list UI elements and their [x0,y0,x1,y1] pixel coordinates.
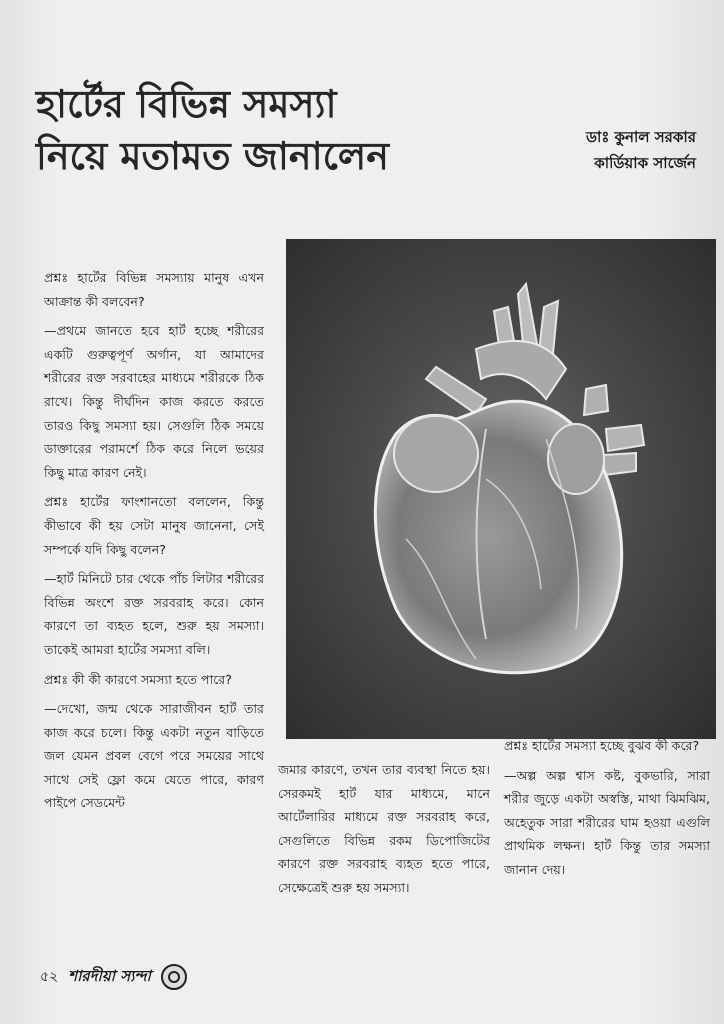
question-1: প্রশ্নঃ হার্টের বিভিন্ন সমস্যায় মানুষ এখন আক্রান্ত কী বলবেন? [44,270,264,309]
answer-3-part-2: জমার কারণে, তখন তার ব্যবস্থা নিতে হয়। সেরকমই হার্ট যার মাধ্যমে, মানে আর্টেলারির মাধ্যমে রক্ত সরবরাহ করে, সেগুলিতে বিভিন্ন রকম ডিপোজিটের কারণে রক্ত সরবরাহ ব্যহত হতে পারে, সেক্ষেত্রেই শুরু হয় সমস্যা। [278,762,490,895]
question-3: প্রশ্নঃ কী কী কারণে সমস্যা হতে পারে? [44,671,232,687]
magazine-name: শারদীয়া স্যন্দা [68,966,151,985]
answer-3-part-1: —দেখো, জন্ম থেকে সারাজীবন হার্ট তার কাজ করে চলে। কিন্তু একটা নতুন বাড়িতে জল যেমন প্রবল বেগে পরে সময়ের সাথে সাথে সেই ফ্লো কমে যেতে পারে, কারণ পাইপে সেডমেন্ট [44,701,264,811]
title-line-1: হার্টের বিভিন্ন সমস্যা [36,82,337,126]
heart-photo [286,239,716,739]
article-title [36,78,456,182]
page-footer [40,962,187,992]
author-role: কার্ডিয়াক সার্জেন [594,154,696,172]
title-line-2: নিয়ে মতামত জানালেন [36,134,389,178]
heart-illustration-icon [286,239,716,739]
page-number: ৫২ [40,969,59,985]
magazine-logo-icon [161,964,187,990]
answer-1: —প্রথমে জানতে হবে হার্ট হচ্ছে শরীরের একটি গুরুত্বপূর্ণ অর্গান, যা আমাদের শরীরের রক্ত সরবাহের মাধ্যমে শরীরকে ঠিক রাখে। কিন্তু দীর্ঘদিন কাজ করতে করতে তারও কিছু সমস্যা হয়। সেগুলি ঠিক সময়ে ডাক্তারের পরামর্শে ঠিক করে নিলে ভয়ের কিছু মাত্র কারণ নেই। [44,323,264,480]
article-column-3 [504,734,710,888]
answer-4: —অল্প অল্প শ্বাস কষ্ট, বুকভারি, সারা শরীর জুড়ে একটা অস্বস্তি, মাথা ঝিমঝিম, অহেতুক সারা শরীরের ঘাম হওয়া এগুলি প্রাথমিক লক্ষন। হার্ট কিন্তু তার সমস্যা জানান দেয়। [504,767,710,877]
author-byline [586,124,696,176]
answer-2: —হার্ট মিনিটে চার থেকে পাঁচ লিটার শরীরের বিভিন্ন অংশে রক্ত সরবরাহ করে। কোন কারণে তা ব্যহত হলে, শুরু হয় সমস্যা। তাকেই আমরা হার্টের সমস্যা বলি। [44,571,264,657]
author-name: ডাঃ কুনাল সরকার [585,128,696,146]
article-column-1 [44,266,264,821]
question-4: প্রশ্নঃ হার্টের সমস্যা হচ্ছে বুঝব কী করে? [504,738,700,753]
article-column-2 [278,758,490,906]
question-2: প্রশ্নঃ হার্টের ফাংশানতো বললেন, কিন্তু কীভাবে কী হয় সেটা মানুষ জানেনা, সেই সম্পর্কে যদি কিছু বলেন? [44,494,264,557]
